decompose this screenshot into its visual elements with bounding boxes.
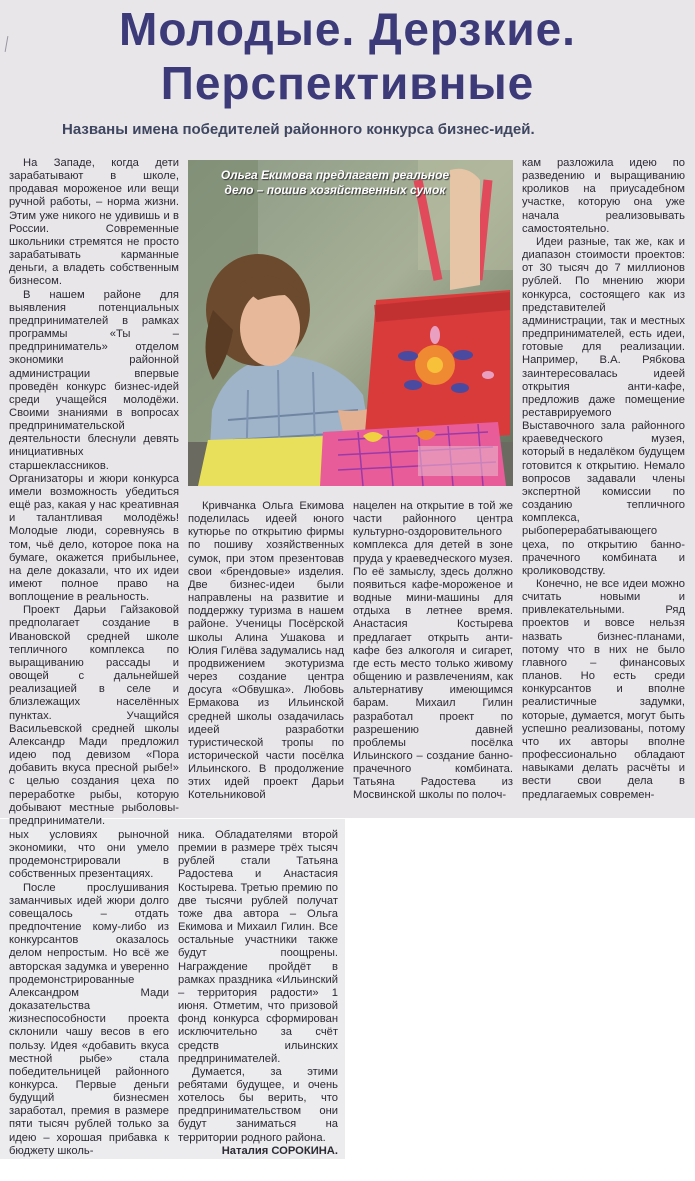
paragraph: нацелен на открытие в той же части районного центра культурно-оздоровительного комплекса для детей в зоне пруда у краеведческого музея. По её замыслу, здесь должно появиться кафе-мороженое и водные мини-машины для отдыха в летнее время. Анастасия Костырева предлагает открыть анти-кафе без алкоголя и сигарет, где есть место только живому общению и развлечениям, как альтернативу имеющимся барам. Михаил Гилин разработал проект по разрешению давней проблемы посёлка Ильинского – создание банно-прачечного комбината. Татьяна Радостева из Мосвинской школы по полоч- [353, 500, 513, 802]
paragraph: Проект Дарьи Гайзаковой предполагает создание в Ивановской средней школе тепличного комплекса по выращиванию рассады и овощей с дальнейшей реализацией в селе и близлежащих населённых пунктах. Учащийся Васильевской средней школы Александр Мади предложил идею под девизом «Пора добавить вкуса пресной рыбе!» с целью создания цеха по переработке рыбы, которую добывают местные рыболовы-предприниматели. [9, 604, 179, 827]
text-column-1 [9, 157, 179, 827]
text-column-3 [353, 500, 513, 808]
paragraph: Конечно, не все идеи можно считать новыми и привлекательными. Ряд проектов и вовсе нельзя назвать бизнес-планами, потому что в них не было главного – финансовых планов. Но есть среди конкурсантов и вполне реалистичные задумки, которые, думается, могут быть успешно реализованы, потому что их авторы вполне профессионально обладают навыками делать расчёты и вести свои дела в предлагаемых современ- [522, 578, 685, 801]
headline-line-2: Перспективные [160, 57, 535, 109]
paragraph: В нашем районе для выявления потенциальных предпринимателей в рамках программы «Ты – предприниматель» отделом экономики районной администрации впервые проведён конкурс бизнес-идей среди учащейся молодёжи. Своими знаниями в вопросах предпринимательской деятельности блеснули девять инициативных старшеклассников. Организаторы и жюри конкурса имели возможность убедиться ещё раз, какая у нас креативная и талантливая молодёжь! Молодые люди, соревнуясь в том, чьё дело, которое пока на бумаге, окажется прибыльнее, на деле доказали, что их идеи имеют полное право на воплощение в реальность. [9, 288, 179, 604]
paragraph: Идеи разные, так же, как и диапазон стоимости проектов: от 30 тысяч до 7 миллионов рублей. По мнению жюри конкурса, состоящего как из представителей администрации, так и местных предпринимателей, есть идеи, готовые для реализации. Например, В.А. Рябкова заинтересовалась идеей открытия анти-кафе, предложив даже помещение реставрируемого Выставочного зала районного краеведческого музея, который в недалёком будущем готовится к открытию. Немало вопросов задавали члены экспертной комиссии по созданию тепличного комплекса, рыбоперерабатывающего цеха, по открытию банно-прачечного комбината и кролиководству. [522, 235, 685, 577]
paragraph: Думается, за этими ребятами будущее, и очень хотелось бы верить, что предпринимательством они будут заниматься на территории родного района. [178, 1065, 338, 1144]
author-signature: Наталия СОРОКИНА. [221, 1144, 338, 1157]
paragraph: На Западе, когда дети зарабатывают в школе, продавая мороженое или вещи ручной работы, – норма жизни. Этим уже никого не удивишь и в России. Современные школьники стремятся не просто зарабатывать карманные деньги, а владеть собственным бизнесом. [9, 157, 179, 288]
paragraph: ника. Обладателями второй премии в размере трёх тысяч рублей стали Татьяна Радостева и Анастасия Костырева. Третью премию по две тысячи рублей получат тоже два автора – Ольга Екимова и Михаил Гилин. Все остальные участники также будут поощрены. Награждение пройдёт в рамках праздника «Ильинский – территория радости» 1 июня. Отметим, что призовой фонд конкурса сформирован исключительно за счёт средств ильинских предпринимателей. [178, 829, 338, 1065]
girl-face [240, 290, 300, 366]
article-headline [0, 2, 695, 110]
article-subheadline: Названы имена победителей районного конкурса бизнес-идей. [62, 121, 535, 138]
paragraph: Кривчанка Ольга Екимова поделилась идеей юного кутюрье по открытию фирмы по пошиву хозяйственных сумок, при этом презентовав свои «брендовые» изделия. Две бизнес-идеи были направлены на развитие и поддержку туризма в нашем районе. Ученицы Посёрской школы Алина Ушакова и Юлия Гилёва задумались над продвижением экотуризма через создание центра досуга «Обвушка». Любовь Ермакова из Ильинской средней школы озадачилась идеей разработки туристической тропы по исторической части посёлка Ильинского. В продолжение этих идей проект Дарьи Котельниковой [188, 500, 344, 802]
photo-illustration [188, 160, 513, 486]
yellow-cloth [198, 436, 330, 486]
paragraph: После прослушивания заманчивых идей жюри долго совещалось – отдать предпочтение кому-либо из конкурсантов оказалось делом непростым. Но всё же авторская задумка и уверенно продемонстрированные Александром Мади доказательства жизнеспособности проекта склонили чашу весов в его пользу. Идея «добавить вкуса местной рыбе» стала победительницей районного конкурса. Первые деньги будущий бизнесмен заработал, премия в размере пяти тысяч рублей только за идею – хорошая прибавка к бюджету школь- [9, 881, 169, 1157]
text-column-6 [178, 829, 338, 1159]
paragraph: кам разложила идею по разведению и выращиванию кроликов на приусадебном участке, которую она уже начала реализовывать самостоятельно. [522, 157, 685, 235]
text-column-5 [9, 829, 169, 1157]
text-column-4 [522, 157, 685, 807]
headline-line-1: Молодые. Дерзкие. [119, 3, 576, 55]
text-column-2 [188, 500, 344, 808]
photo-caption: Ольга Екимова предлагает реальное дело – пошив хозяйственных сумок [220, 168, 450, 197]
article-photo [188, 160, 513, 486]
paragraph: ных условиях рыночной экономики, что они умело продемонстрировали в собственных презентациях. [9, 829, 169, 881]
